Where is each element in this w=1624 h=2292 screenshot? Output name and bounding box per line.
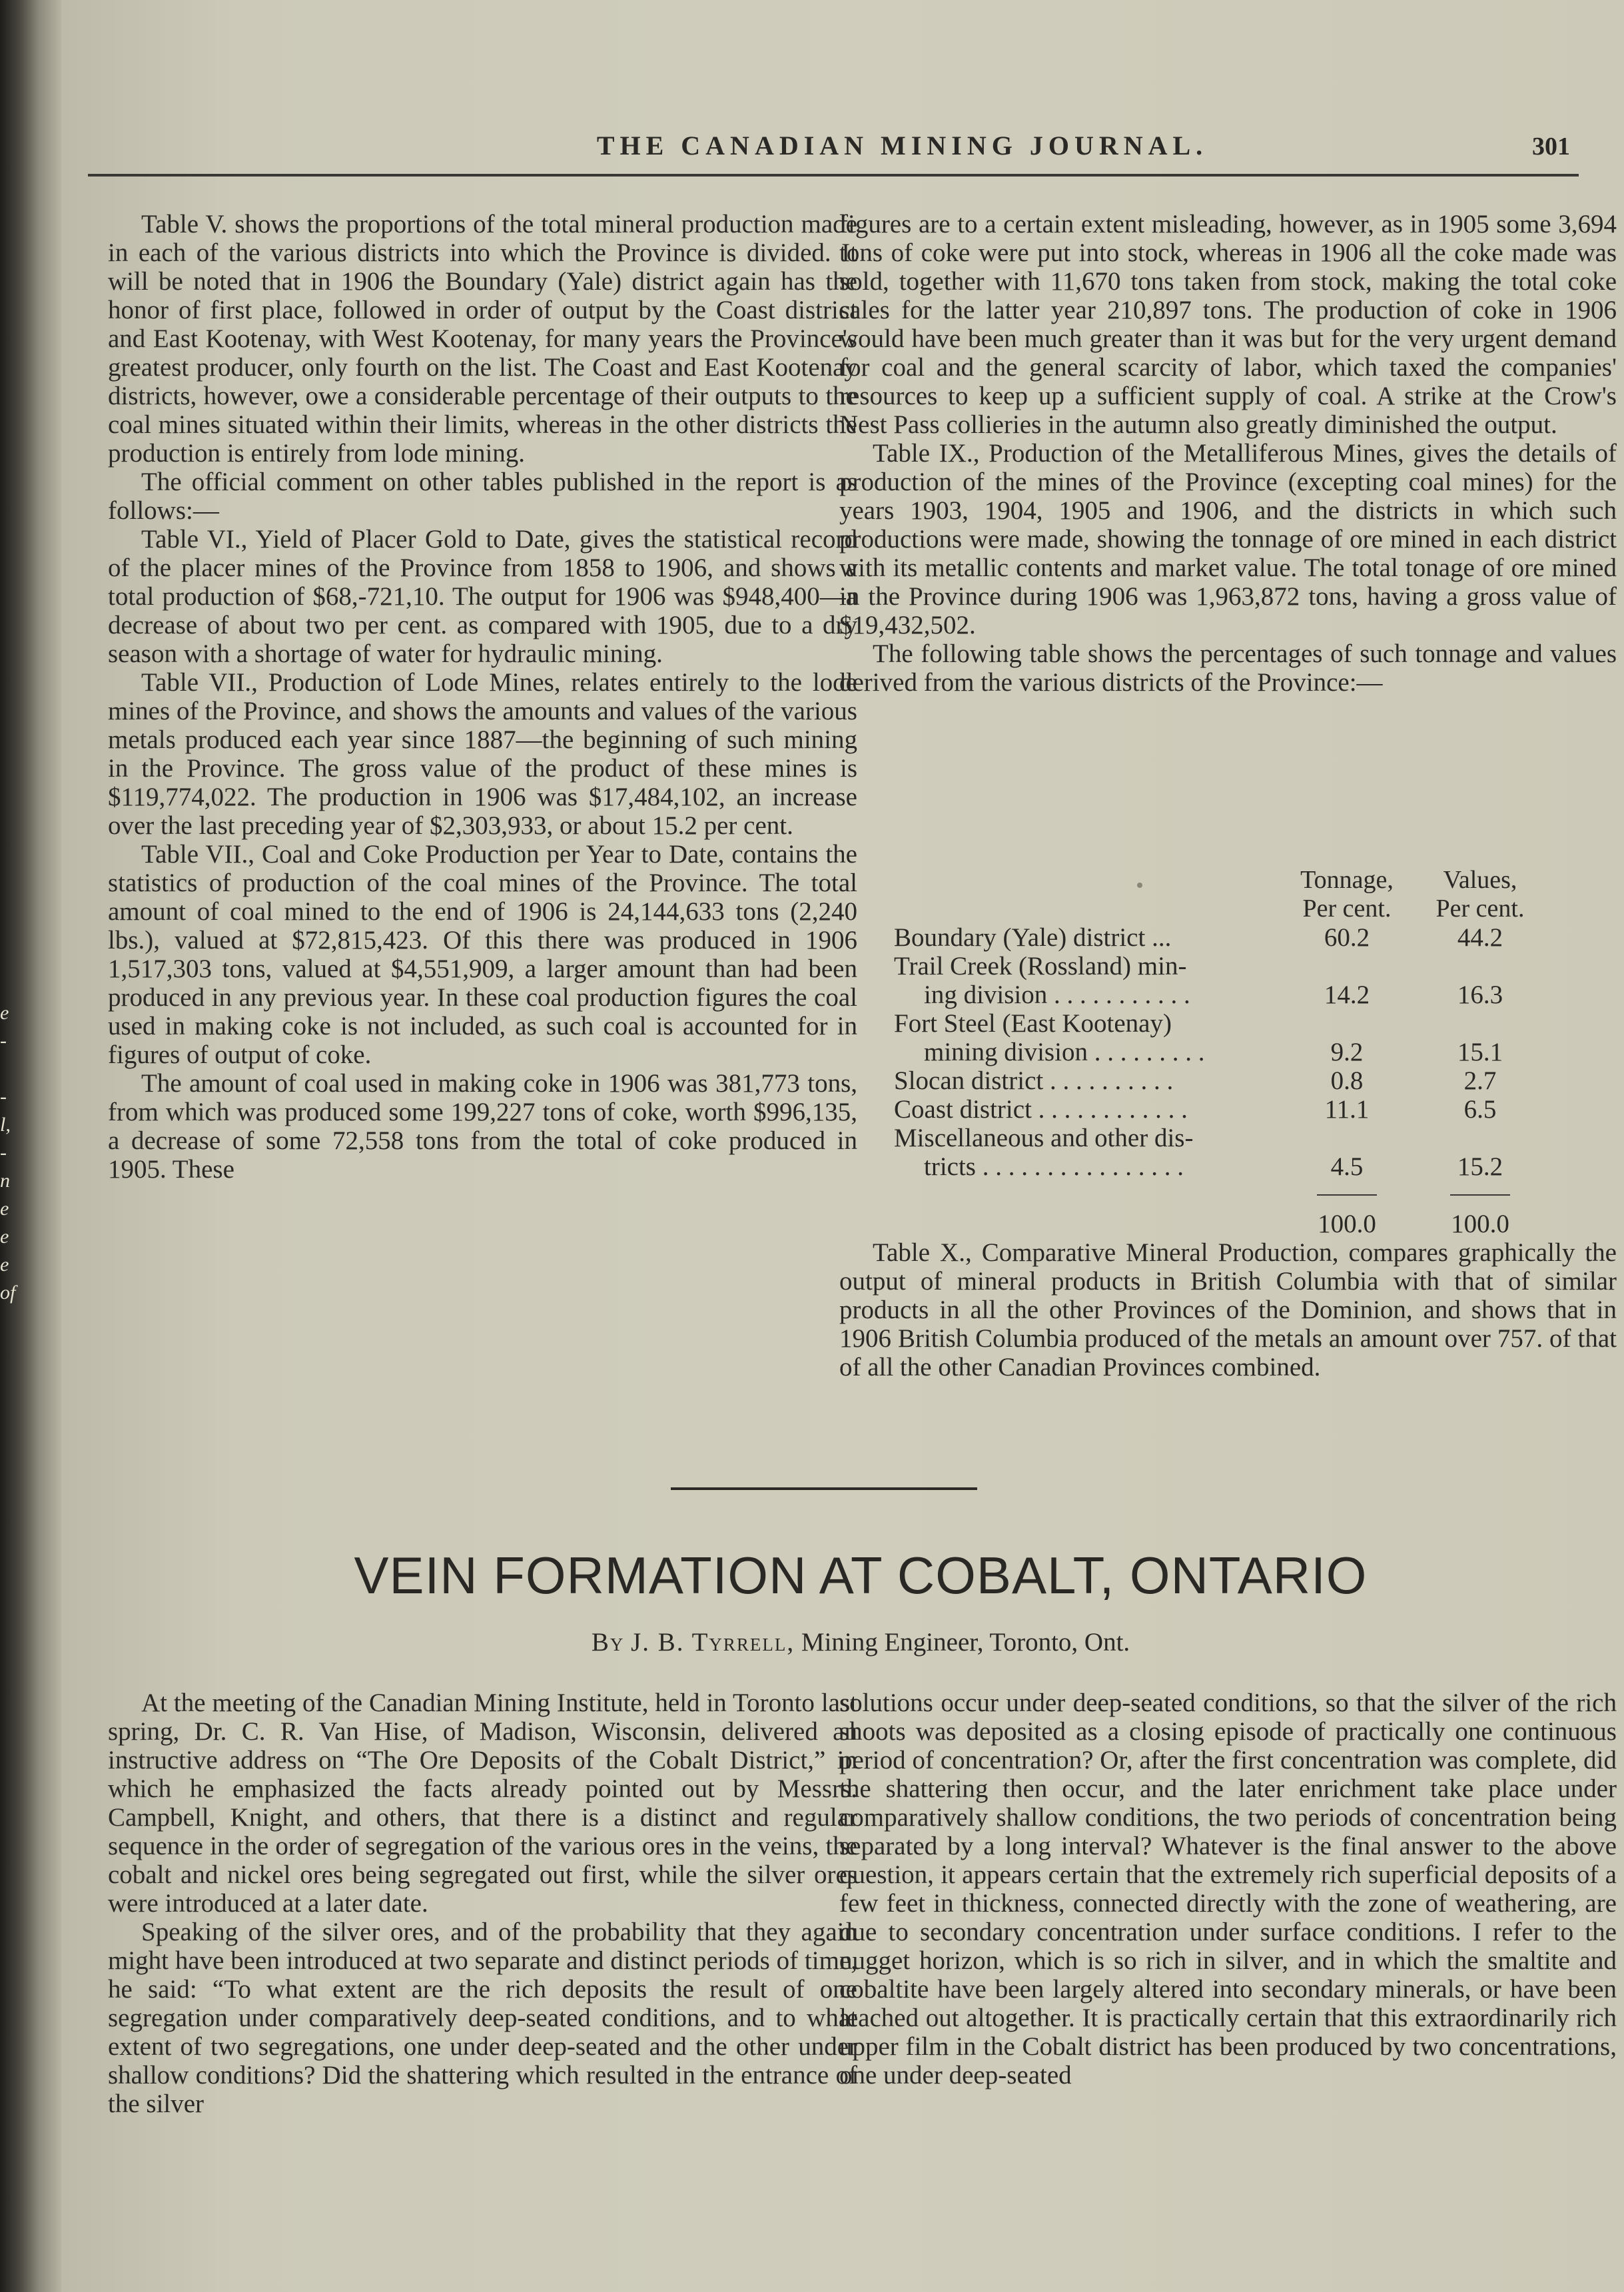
table-row xyxy=(894,1095,1600,1124)
district-label-cont: mining division . . . . . . . . . xyxy=(924,1038,1205,1066)
values-value: 16.3 xyxy=(1457,980,1503,1009)
table-header-row xyxy=(894,895,1600,923)
values-value: 44.2 xyxy=(1457,923,1503,952)
column-right-top xyxy=(839,210,1617,697)
column-right-after-table xyxy=(839,1238,1617,1381)
gutter-letter: - xyxy=(0,1142,7,1164)
table-row-cont xyxy=(894,1038,1600,1066)
paragraph: solutions occur under deep-seated conditions, so that the silver of the rich shoots was deposited as a closing episode of practically one continuous period of concentration? Or, after the first concentration was complete, did the shattering then occur, and the later enrichment take place under comparatively shallow conditions, the two periods of concentration being separated by a long interval? Whatever is the final answer to the above question, it appears certain that the extremely rich superficial deposits of a few feet in thickness, connected directly with the zone of weathering, are due to secondary concentration under surface conditions. I refer to the nugget horizon, which is so rich in silver, and in which the smaltite and cobaltite have been largely altered into secondary minerals, or have been leached out altogether. It is practically certain that this extraordinarily rich upper film in the Cobalt district has been produced by two concentrations, one under deep-seated xyxy=(839,1689,1617,2090)
author-affiliation: Mining Engineer, Toronto, Ont. xyxy=(801,1628,1130,1657)
running-header: THE CANADIAN MINING JOURNAL. xyxy=(596,131,1208,161)
district-percentage-table xyxy=(894,866,1600,1238)
paragraph: Speaking of the silver ores, and of the probability that they again might have been introduced at two separate and distinct periods of time, he said: “To what extent are the rich deposits the result of one segregation under comparatively deep-seated conditions, and to what extent of two segregations, one under deep-seated and the other under shallow conditions? Did the shattering which resulted in the entrance of the silver xyxy=(108,1918,857,2118)
article-title: VEIN FORMATION AT COBALT, ONTARIO xyxy=(354,1546,1368,1605)
column-left-bottom xyxy=(108,1689,857,2118)
gutter-letter: e xyxy=(0,1198,9,1220)
table-row xyxy=(894,1009,1600,1038)
gutter-letters xyxy=(0,999,20,1307)
total-values: 100.0 xyxy=(1451,1210,1509,1238)
gutter-letter: - xyxy=(0,1030,7,1052)
table-total-row xyxy=(894,1210,1600,1238)
district-label-cont: tricts . . . . . . . . . . . . . . . . xyxy=(924,1152,1184,1181)
total-tonnage: 100.0 xyxy=(1318,1210,1376,1238)
paragraph: Table VII., Production of Lode Mines, relates entirely to the lode mines of the Province, and shows the amounts and values of the various metals produced each year since 1887—the beginning of such mining in the Province. The gross value of the product of these mines is $119,774,022. The production in 1906 was $17,484,102, an increase over the last preceding year of $2,303,933, or about 15.2 per cent. xyxy=(108,668,857,840)
author-name: J. B. Tyrrell, xyxy=(631,1628,795,1657)
district-label: Trail Creek (Rossland) min- xyxy=(894,952,1187,980)
column-header-values: Values, xyxy=(1443,866,1517,894)
table-row xyxy=(894,1124,1600,1152)
page-number: 301 xyxy=(1532,133,1570,161)
paragraph: Table X., Comparative Mineral Production, compares graphically the output of mineral products in British Columbia with that of similar products in all the other Provinces of the Dominion, and shows that in 1906 British Columbia produced of the metals an amount over 757. of that of all the other Canadian Provinces combined. xyxy=(839,1238,1617,1381)
paragraph: The official comment on other tables published in the report is as follows:— xyxy=(108,468,857,525)
values-value: 15.2 xyxy=(1457,1152,1503,1181)
table-row xyxy=(894,923,1600,952)
tonnage-value: 60.2 xyxy=(1324,923,1370,952)
gutter-letter: - xyxy=(0,1086,7,1108)
total-rule xyxy=(894,1181,1600,1210)
table-row xyxy=(894,952,1600,980)
gutter-letter: e xyxy=(0,1254,9,1276)
column-header-tonnage: Tonnage, xyxy=(1300,866,1394,894)
paragraph: Table IX., Production of the Metalliferous Mines, gives the details of production of the mines of the Province (excepting coal mines) for the years 1903, 1904, 1905 and 1906, and the districts in which such productions were made, showing the tonnage of ore mined in each district with its metallic contents and market value. The total tonage of ore mined in the Province during 1906 was 1,963,872 tons, having a gross value of $19,432,502. xyxy=(839,439,1617,639)
district-label: Miscellaneous and other dis- xyxy=(894,1124,1194,1152)
paragraph: The following table shows the percentages of such tonnage and values derived from the various districts of the Province:— xyxy=(839,639,1617,697)
table-header-row xyxy=(894,866,1600,895)
gutter-letter: e xyxy=(0,1002,9,1024)
district-label: Coast district . . . . . . . . . . . . xyxy=(894,1095,1188,1124)
tonnage-value: 11.1 xyxy=(1324,1095,1370,1124)
gutter-letter: of xyxy=(0,1282,16,1304)
column-left-top xyxy=(108,210,857,1184)
values-value: 15.1 xyxy=(1457,1038,1503,1066)
column-header-values-unit: Per cent. xyxy=(1435,895,1525,923)
gutter-letter: e xyxy=(0,1226,9,1248)
district-label-cont: ing division . . . . . . . . . . . xyxy=(924,980,1190,1009)
tonnage-value: 4.5 xyxy=(1330,1152,1364,1181)
paragraph: The amount of coal used in making coke in 1906 was 381,773 tons, from which was produced some 199,227 tons of coke, worth $996,135, a decrease of some 72,558 tons from the total of coke produced in 1905. These xyxy=(108,1069,857,1184)
values-value: 6.5 xyxy=(1463,1095,1497,1124)
column-right-bottom xyxy=(839,1689,1617,2090)
paragraph: At the meeting of the Canadian Mining Institute, held in Toronto last spring, Dr. C. R. Van Hise, of Madison, Wisconsin, delivered an instructive address on “The Ore Deposits of the Cobalt District,” in which he emphasized the facts already pointed out by Messrs. Campbell, Knight, and others, that there is a distinct and regular sequence in the order of segregation of the various ores in the veins, the cobalt and nickel ores being segregated out first, while the silver ores were introduced at a later date. xyxy=(108,1689,857,1918)
byline-by: By xyxy=(591,1628,625,1657)
column-header-tonnage-unit: Per cent. xyxy=(1302,895,1392,923)
paragraph: Table VI., Yield of Placer Gold to Date, gives the statistical record of the placer mines of the Province from 1858 to 1906, and shows a total production of $68,-721,10. The output for 1906 was $948,400—a decrease of about two per cent. as compared with 1905, due to a dry season with a shortage of water for hydraulic mining. xyxy=(108,525,857,668)
article-byline xyxy=(261,1627,1460,1657)
header-rule xyxy=(88,174,1579,177)
table-row-cont xyxy=(894,980,1600,1009)
district-label: Slocan district . . . . . . . . . . xyxy=(894,1066,1174,1095)
paragraph: figures are to a certain extent misleading, however, as in 1905 some 3,694 tons of coke were put into stock, whereas in 1906 all the coke made was sold, together with 11,670 tons taken from stock, making the total coke sales for the latter year 210,897 tons. The production of coke in 1906 would have been much greater than it was but for the very urgent demand for coal and the general scarcity of labor, which taxed the companies' resources to keep up a sufficient supply of coal. A strike at the Crow's Nest Pass collieries in the autumn also greatly diminished the output. xyxy=(839,210,1617,439)
table-row xyxy=(894,1066,1600,1095)
section-divider xyxy=(671,1487,977,1490)
tonnage-value: 14.2 xyxy=(1324,980,1370,1009)
gutter-letter xyxy=(0,1055,20,1083)
gutter-letter: l, xyxy=(0,1114,11,1136)
district-label: Fort Steel (East Kootenay) xyxy=(894,1009,1172,1038)
district-label: Boundary (Yale) district ... xyxy=(894,923,1172,952)
table-row-cont xyxy=(894,1152,1600,1181)
paragraph: Table VII., Coal and Coke Production per Year to Date, contains the statistics of production of the coal mines of the Province. The total amount of coal mined to the end of 1906 is 24,144,633 tons (2,240 lbs.), valued at $72,815,423. Of this there was produced in 1906 1,517,303 tons, valued at $4,551,909, a larger amount than had been produced in any previous year. In these coal production figures the coal used in making coke is not included, as such coal is accounted for in figures of output of coke. xyxy=(108,840,857,1069)
tonnage-value: 0.8 xyxy=(1330,1066,1364,1095)
tonnage-value: 9.2 xyxy=(1330,1038,1364,1066)
paragraph: Table V. shows the proportions of the total mineral production made in each of the various districts into which the Province is divided. It will be noted that in 1906 the Boundary (Yale) district again has the honor of first place, followed in order of output by the Coast district and East Kootenay, with West Kootenay, for many years the Province's greatest producer, only fourth on the list. The Coast and East Kootenay districts, however, owe a considerable percentage of their outputs to the coal mines situated within their limits, whereas in the other districts the production is entirely from lode mining. xyxy=(108,210,857,468)
journal-page xyxy=(61,0,1624,2292)
gutter-letter: n xyxy=(0,1170,10,1192)
values-value: 2.7 xyxy=(1463,1066,1497,1095)
